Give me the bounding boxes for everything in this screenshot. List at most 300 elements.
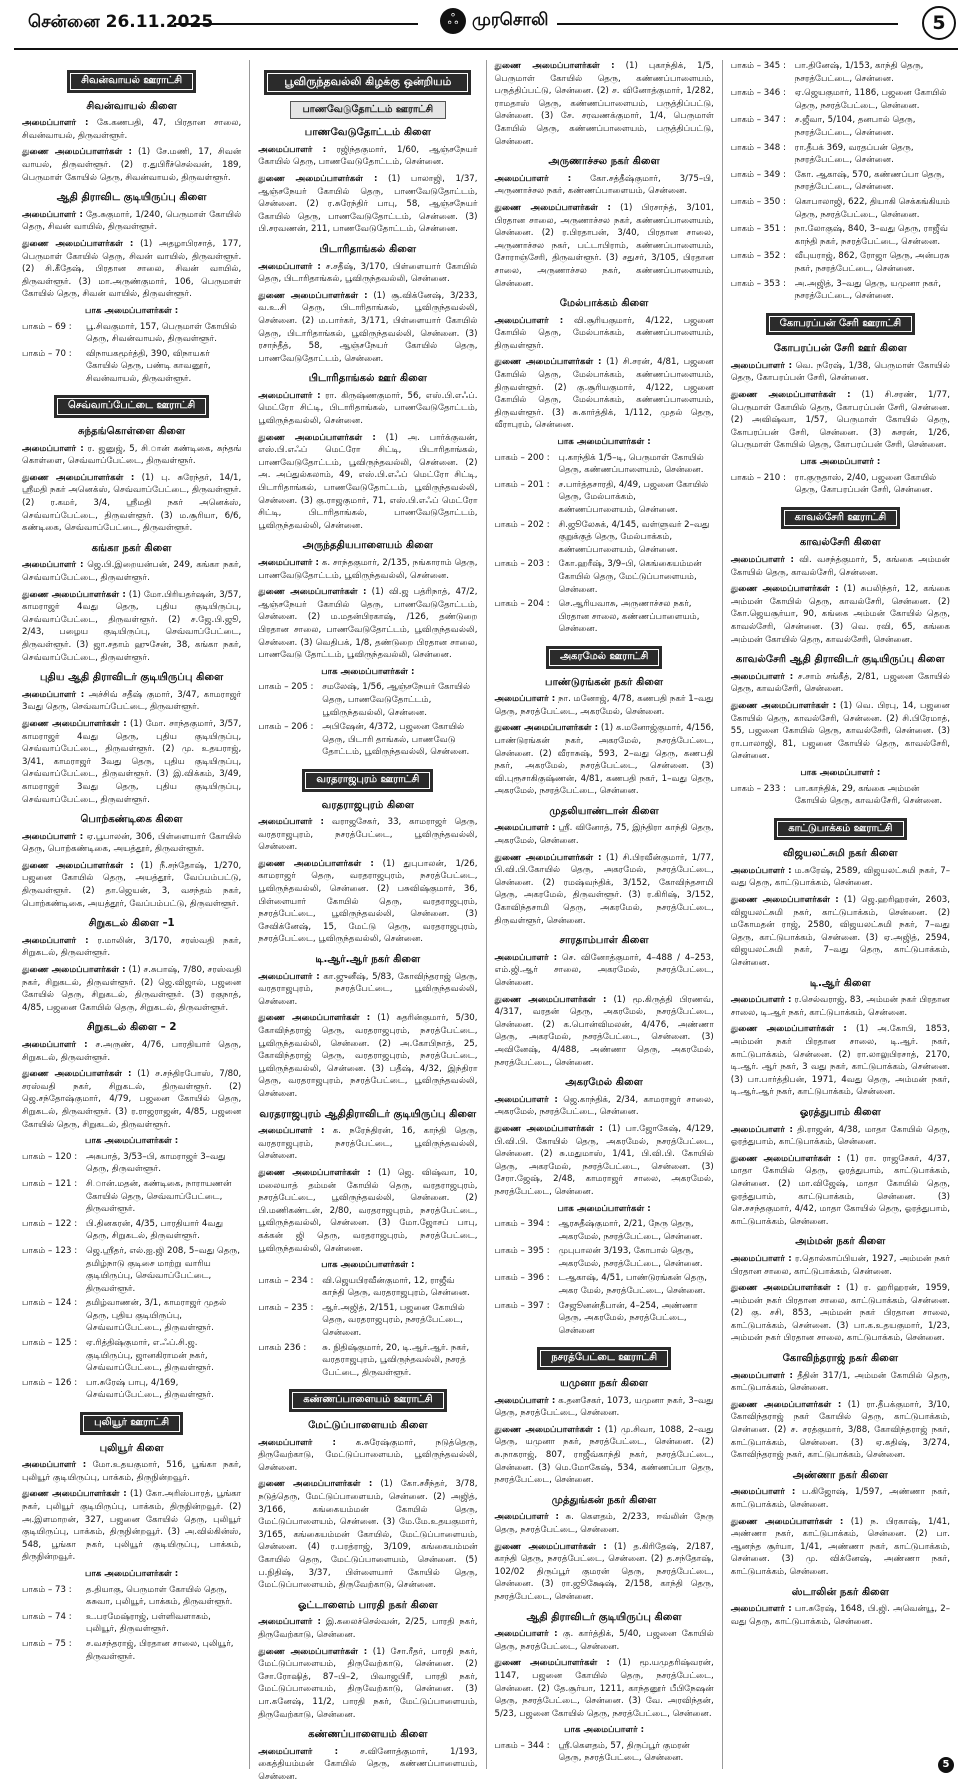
entry-text: ச.வினோத்குமார், 1/193, கைத்தியம்மன் கோயில் தெரு, கண்ணப்பாளையம், சென்னை. [258,1746,478,1782]
booth-list-heading: பாக அமைப்பாளர் : [800,457,881,468]
entry-text: இ.கலைச்செல்வன், 2/25, பாரதி நகர், திருவேற்காடு, சென்னை. [258,1617,478,1640]
branch-heading: சுந்தங்கொள்ளை கிளை [77,426,186,438]
appointment-entry [731,1399,950,1462]
entry-text: (1) ந. பிரகாஷ், 1/41, அண்ணா நகர், காட்டுபாக்கம், சென்னை. (2) பா. ஆனந்த சூர்யா, 1/41, அண்ணா நகர், காட்டுபாக்கம், சென்னை. (3) மு. விக்னேஷ், அண்ணா நகர், காட்டுபாக்கம், சென்னை. [730,1516,950,1577]
entry-text: (1) அ. பார்க்குவன், எஸ்.பி.எஃப் மெட்ரோ சிட்டி, பிடாரிதாங்கல், பாணவேடுதோட்டம், பூவிருந்தவல்லி, சென்னை. (2) அ. அப்துல்கலாம், 49, எஸ்.பி.எஃப் மெட்ரோ சிட்டி, பிடாரிதாங்கல், பாணவேடுதோட்டம், பூவிருந்தவல்லி, சென்னை. (3) கு.ராஜகுமார், 71, எஸ்.பி.எஃப் மெட்ரோ சிட்டி, பிடாரிதாங்கல், பாணவேடுதோட்டம், பூவிருந்தவல்லி, சென்னை. [258,432,478,531]
role-label: அமைப்பாளர் : [494,823,556,834]
entry-text: க. சாந்தகுமார், 2/135, நங்காராம் தெரு, பாணவேடுதோட்டம், பூவிருந்தவல்லி, சென்னை. [258,558,478,581]
role-label: அமைப்பாளர் : [22,560,84,571]
role-label: துணை அமைப்பாளர்கள் : [22,860,134,871]
booth-number: பாகம் – 346 : [730,88,786,99]
booth-number: பாகம் – 120 : [22,1151,78,1162]
booth-organiser: ஆரசுதீஷ்குமார், 2/21, நேரு தெரு, அகரமேல், நசரத்பேட்டை, சென்னை. [558,1219,703,1242]
booth-number: பாகம் – 349 : [730,169,786,180]
booth-number: பாகம் – 73 : [22,1584,72,1595]
section-heading [731,507,950,530]
masthead-logo [432,8,557,34]
section-heading [258,70,477,95]
appointment-entry [495,822,714,847]
entry-text: (1) பு. சுரேந்தர், 14/1, ஸ்ரீமதி நகர் அனெக்ஸ், செவ்வாப்பேட்டை, திருவள்ளூர். (2) ர.கமர், 3/4, ஸ்ரீமதி நகர் அனெக்ஸ், செவ்வாப்பேட்டை, திருவள்ளூர். (3) ம.சூரியா, 6/6, கண்டிகை, செவ்வாப்பேட்டை, திருவள்ளூர். [22,472,242,534]
appointment-entry [495,1657,714,1720]
role-label: அமைப்பாளர் : [730,1370,793,1381]
appointment-entry [495,693,714,718]
entry-text: (1) சுபலிந்தர், 12, கங்கை அம்மன் கோயில் தெரு, காவல்சேரி, சென்னை. (2) கோ.ஜெயசூர்யா, 90, கங்கை அம்மன் கோயில் தெரு, காவல்சேரி, சென்னை. (3) வெ. ரவி, 65, கங்கை அம்மன் கோயில் தெரு, காவல்சேரி, சென்னை. [730,584,950,645]
masthead-rule-right [554,23,898,25]
appointment-entry [731,1486,950,1511]
appointment-entry [731,671,950,696]
branch-heading: சிறுகடல் கிளை –1 [88,918,175,930]
entry-text: (1) கோ.சசீந்தர், 3/78, நடுத்தெரு, மேட்டுப்பாளையம், சென்னை. (2) அஜித், 3/166, கங்கையம்மன் கோயில் தெரு, மேட்டுப்பாளையம், சென்னை. (3) மே.மே.உதயகுமார், 3/165, கங்கையம்மன் கோயில், மேட்டுப்பாளையம், சென்னை. (4) ர.பரத்ராஜ், 3/109, கங்கையம்மன் கோயில் தெரு, மேட்டுப்பாளையம், சென்னை. (5) ப.நிதிஷ், 3/37, பிள்ளையார் கோயில் தெரு, மேட்டுப்பாளையம், திருவேற்காடு, சென்னை. [258,1479,478,1591]
branch-heading: பாணவேடுதோட்டம் கிளை [304,127,432,139]
entry-text: (1) ரா. ராஜசேகர், 4/37, மாதா கோயில் தெரு, ஓரத்துபாம், காட்டுபாக்கம், சென்னை. (2) மா.விஜேஷ், மாதா கோயில் தெரு, ஓரத்துபாம், காட்டுபாக்கம், சென்னை. (3) செ.சசந்தகுமார், 4/42, மாதா கோயில் தெரு, ஓரத்துபாம், காட்டுபாக்கம், சென்னை. [730,1153,951,1227]
booth-organiser: பா.காந்திக், 29, கங்கை அம்மன் கோயில் தெரு, காவல்சேரி, சென்னை. [794,783,943,807]
booth-organiser: சி.ான்.மதன், கண்டிகை, நாராயணன் கோயில் தெரு, செவ்வாப்பேட்டை, திருவள்ளூர். [86,1178,232,1215]
booth-row [22,1638,241,1663]
entry-text: ஏ.பூபாலன், 306, பிள்ளையார் கோயில் தெரு, பொற்கண்டிகை, அயத்தூர், திருவள்ளூர். [22,831,242,855]
role-label: அமைப்பாளர் : [22,209,83,220]
entry-text: (1) ச.சுபாஷ், 7/80, சரஸ்வதி நகர், சிறுகடல், திருவள்ளூர். (2) ஜெ.விஜால், பஜனை கோயில் தெரு, சிறுகடல், திருவள்ளூர். (3) ரகுநாத், 4/85, பஜனை கோயில் தெரு, சிறுகடல், திருவள்ளூர். [22,965,242,1013]
section-heading-text: வரதராஜபுரம் ஊராட்சி [302,769,433,792]
booth-number: பாகம் – 351 : [730,224,786,235]
booth-organiser: அசுபாத், 3/53–பி, காமராஜர் 3–வது தெரு, திருவள்ளூர். [86,1151,226,1175]
appointment-entry [495,994,714,1070]
booth-organiser: பா.தினேஷ், 1/153, காந்தி தெரு, நசரத்பேட்டை, சென்னை. [794,61,924,84]
section-heading [258,769,477,792]
appointment-entry [22,860,241,910]
appointment-entry [495,1424,714,1487]
booth-row [495,1300,714,1338]
booth-row [258,1302,477,1340]
entry-text: தி.ராஜன், 4/38, மாதா கோயில் தெரு, ஓரத்துபாம், காட்டுபாக்கம், சென்னை. [730,1124,950,1148]
appointment-entry [495,356,714,432]
branch-heading: அகரமேல் கிளை [565,1077,643,1089]
booth-row [22,1297,241,1335]
booth-number: பாகம் – 345 : [730,61,786,71]
appointment-entry [22,689,241,714]
entry-text: (1) மோ. சாந்தகுமார், 3/57, காமராஜர் 4வது தெரு, புதிய குடியிருப்பு, செவ்வாப்பேட்டை, திருவள்ளூர். (2) மு. உதயராஜ், 3/41, காமராஜர் 3வது தெரு, புதிய குடியிருப்பு, செவ்வாப்பேட்டை, திருவள்ளூர். (3) இ.விக்கம், 3/49, காமராஜர் 3வது தெரு, புதிய குடியிருப்பு, செவ்வாப்பேட்டை, திருவள்ளூர். [22,718,242,805]
booth-row [22,1611,241,1636]
appointment-entry [258,816,477,854]
role-label: அமைப்பாளர் : [494,694,556,705]
appointment-entry [258,432,477,533]
booth-number: பாகம் – 203 : [494,559,550,570]
section-heading [731,313,950,336]
appointment-entry [22,589,241,665]
section-heading [22,70,241,93]
entry-text: ஜெ.காந்திக், 2/34, காமராஜர் சாலை, அகரமேல், நசரத்பேட்டை, சென்னை. [494,1094,714,1118]
branch-heading: ஆதி திராவிட குடியிருப்பு கிளை [56,192,207,204]
appointment-entry [731,360,950,385]
booth-organiser: பூ.சிவகுமார், 157, பெருமாள் கோயில் தெரு, சிவன்வாயல், திருவள்ளூர். [86,321,237,345]
booth-list-heading: பாக அமைப்பாளர்கள் : [557,437,651,448]
masthead [14,0,958,50]
appointment-entry [731,700,950,763]
booth-organiser: ரா.தீபக் 369, வரதப்பன் தெரு, நசரத்பேட்டை, சென்னை. [794,142,914,166]
entry-text: ப.கிஜோஷ், 1/597, அண்ணா நகர், காட்டுபாக்கம், சென்னை. [730,1487,950,1510]
role-label: அமைப்பாளர் : [494,1512,559,1523]
role-label: அமைப்பாளர் : [730,865,792,876]
booth-row [258,721,477,759]
booth-number: பாகம் – 394 : [494,1219,550,1230]
appointment-entry [731,389,950,452]
role-label: அமைப்பாளர் : [22,443,84,454]
role-label: துணை அமைப்பாளர்கள் : [22,718,127,729]
booth-row [22,1218,241,1243]
booth-row [495,452,714,477]
branch-heading: அருணாச்சல நகர் கிளை [548,156,660,168]
entry-text: (1) கோ.அரிஸ்பாரத், பூங்கா நகர், புலியூர் குடியிருப்பு, பாக்கம், திருநின்றவூர். (2) அ.இளமாறன், 327, பஜனை கோயில் தெரு, புலியூர் குடியிருப்பு, பாக்கம், திருநின்றவூர். (3) அ.வில்கின்ஸ், 548, பூங்கா நகர், புலியூர் குடியிருப்பு, பாக்கம், திருநின்றவூர். [22,1489,242,1563]
role-label: அமைப்பாளர் : [494,952,558,963]
branch-heading: கோபரப்பன் சேரி ஊர் கிளை [773,343,907,355]
role-label: அமைப்பாளர் : [730,1604,792,1615]
entry-text: வி.சூரியகுமார், 4/122, பஜனை கோயில் தெரு, மேல்பாக்கம், கண்ணப்பாளையம், திருவள்ளூர். [494,315,714,351]
section-heading [495,646,714,669]
entry-text: (1) மூ.யமுதரிஷ்வரன், 1147, பஜனை கோயில் தெரு, நசரத்பேட்டை, சென்னை. (2) தே.சூர்யா, 1211, காந்தனூர் பீபிநேஷன் தெரு, நசரத்பேட்டை, சென்னை. (3) வே. அரவிந்தன், 5/23, பஜனை கோயில் தெரு, நசரத்பேட்டை, சென்னை. [494,1658,714,1719]
booth-organiser: சேஜூனன்தீபான், 4–254, அண்ணா தெரு, அகரமேல், நசரத்பேட்டை, சென்னை [558,1300,698,1336]
appointment-entry [22,209,241,234]
branch-heading: ஸ்டாலின் நகர் கிளை [791,1586,890,1598]
role-label: துணை அமைப்பாளர்கள் : [258,290,368,301]
booth-row [258,681,477,719]
appointment-entry [22,718,241,806]
section-heading-text: கோபரப்பன் சேரி ஊராட்சி [766,313,915,336]
entry-text: க. நரேந்திரன், 16, காந்தி தெரு, வரதராஜபுரம், நசரத்பேட்டை, பூவிருந்தவல்லி, சென்னை. [258,1126,478,1162]
role-label: துணை அமைப்பாளர்கள் : [22,589,126,600]
role-label: துணை அமைப்பாளர்கள் : [494,1123,603,1134]
role-label: துணை அமைப்பாளர்கள் : [494,994,607,1005]
role-label: துணை அமைப்பாளர்கள் : [730,1153,841,1164]
role-label: அமைப்பாளர் : [258,817,324,828]
booth-row [22,1245,241,1295]
column-1 [14,60,250,1769]
appointment-entry [22,831,241,856]
page-number-badge: 5 [922,6,956,40]
entry-text: (1) பாலாஜி, 1/37, ஆஞ்சநேயர் கோயில் தெரு, பாணவேடுதோட்டம், சென்னை. (2) ர.சுரேந்திர் பாபு, 58, ஆஞ்சநேயர் கோயில் தெரு, பாணவேடுதோட்டம், சென்னை. (3) பி.சரவணன், 211, பாணவேடுதோட்டம், சென்னை. [258,173,478,235]
appointment-entry [258,1478,477,1591]
appointment-entry [731,1023,950,1099]
booth-organiser: தமிழ்வாணன், 3/1, காமராஜர் முதல் தெரு, புதிய குடியிருப்பு, செவ்வாப்பேட்டை, திருவள்ளூர். [86,1298,227,1334]
entry-text: கா.ஜுனீஷ், 5/83, கோவிந்தராஜ் தெரு, வரதராஜபுரம், நசரத்பேட்டை, பூவிருந்தவல்லி, சென்னை. [258,971,478,1007]
appointment-entry [258,1167,477,1255]
branch-heading: அண்ணா நகர் கிளை [792,1469,888,1481]
booth-number: பாகம் – 126 : [22,1377,78,1388]
booth-organiser: ச.வசந்தராஜ், பிரதான சாலை, புலியூர், திருவள்ளூர். [86,1638,234,1662]
role-label: துணை அமைப்பாளர்கள் : [494,723,599,734]
booth-row [731,169,950,194]
booth-row [495,1272,714,1297]
role-label: அமைப்பாளர் : [258,144,327,155]
role-label: அமைப்பாளர் : [22,1460,87,1471]
section-heading-text: சிவன்வாயல் ஊராட்சி [67,70,196,93]
booth-number: பாகம் – 121 : [22,1178,78,1189]
booth-row [495,1245,714,1270]
entry-text: ச.சாம் சங்கீத், 2/81, பஜனை கோயில் தெரு, காவல்சேரி, சென்னை. [730,671,950,695]
entry-text: (1) ரா.தீபக்குமார், 3/10, கோவிந்தராஜ் நகர் கோயில் தெரு, காட்டுபாக்கம், சென்னை. (2) ச. சரத்குமார், 3/88, கோவிந்தராஜ் நகர், காட்டுபாக்கம், சென்னை. (3) ஏ.கதிஷ், 3/274, கோவிந்தராஜ் நகர், காட்டுபாக்கம், சென்னை. [730,1399,950,1461]
booth-number: பாகம் – 348 : [730,142,786,153]
role-label: துணை அமைப்பாளர்கள் : [258,1646,368,1657]
branch-heading: வரதராஜபுரம் ஆதிதிராவிடர் குடியிருப்பு கிளை [259,1108,477,1120]
entry-text: (1) வி.ஜ பத்ரிநாத், 47/2, ஆஞ்சநேயர் கோயில் தெரு, பாணவேடுதோட்டம், சென்னை. (2) ம.மதன்பிரகாஷ், /126, தண்டுறை பிரதான சாலை, பாணவேடுதோட்டம், பூவிருந்தவல்லி, சென்னை. (3) வெதிபக், 1/8, தண்டுறை பிரதான சாலை, பாணவேடு தோட்டம், பூவிருந்தவல்லி, சென்னை. [258,587,478,661]
appointment-entry [22,1488,241,1564]
column-2 [250,60,486,1782]
entry-text: வி. வசந்த்குமார், 5, கங்கை அம்மன் கோயில் தெரு, காவல்சேரி, சென்னை. [730,555,951,578]
appointment-entry [495,1094,714,1119]
role-label: அமைப்பாளர் : [494,173,572,184]
role-label: அமைப்பாளர் : [258,558,319,568]
branch-heading: டி.ஆர் கிளை [809,977,871,989]
booth-organiser: சு. நிதிஷ்குமார், 20, டி.ஆர்.ஆர். நகர், வரதராஜபுரம், பூவிருந்தவல்லி, நசரத் பேட்டை, திருவள்ளூர். [322,1342,470,1378]
booth-organiser: ஏ.ஜெயகுமார், 1186, பஜனை கோயில் தெரு, நசரத்பேட்டை, சென்னை. [794,88,947,111]
booth-number: பாகம் – 397 : [494,1300,550,1311]
booth-organiser: ச.ஜீவா, 5/104, தனபால் தெரு, நசரத்பேட்டை, சென்னை. [794,115,916,138]
booth-row [731,196,950,221]
booth-list-heading: பாக அமைப்பாளர்கள் : [85,305,179,316]
entry-text: (1) சி.பிரவீன்குமார், 1/77, பி.வி.பி.கோயில் தெரு, அகரமேல், நசரத்பேட்டை, சென்னை. (2) ரமஷ்வந்திக், 3/152, கோவிந்தசாமி தெரு, அகரமேல், திருவள்ளூர். (3) ர.கிரிஷ், 3/152, கோவிந்தசாமி தெரு, அகரமேல், நசரத்பேட்டை, திருவள்ளூர், சென்னை. [494,852,714,926]
booth-number: பாகம் 236 : [258,1342,307,1353]
branch-heading: மேட்டுப்பாளையம் கிளை [308,1420,428,1432]
appointment-entry [495,1395,714,1420]
booth-organiser: ச.பார்த்தசாரதி, 4/49, பஜனை கோயில் தெரு, மேல்பாக்கம், கண்ணப்பாளையம், சென்னை. [558,479,709,515]
appointment-entry [731,1153,950,1229]
booth-row [495,479,714,517]
booth-row [22,1337,241,1375]
branch-heading: வரதராஜபுரம் கிளை [321,799,415,811]
appointment-entry [22,935,241,960]
column-4 [723,60,958,1769]
booth-organiser: அ.அஜித், 3–வது தெரு, யமுனா நகர், நசரத்பேட்டை, சென்னை. [794,278,941,302]
booth-row [22,1584,241,1609]
appointment-entry [22,238,241,301]
role-label: துணை அமைப்பாளர்கள் : [730,700,837,711]
entry-text: (1) மு.சிவா, 1088, 2–வது தெரு, யமுனா நகர், நசரத்பேட்டை, சென்னை. (2) சு.நாகராஜ், 807, ராஜீவ்காந்தி நகர், நசரத்பேட்டை, சென்னை. (3) மெ.மோகேஷ், 534, கண்ணப்பா தெரு, நசரத்பேட்டை, சென்னை. [494,1424,714,1486]
entry-text: சு. கௌதம், 2/233, ஈவ்லின் நேரு தெரு, நசரத்பேட்டை, சென்னை. [494,1512,714,1535]
section-heading [22,395,241,418]
role-label: அமைப்பாளர் : [494,1395,556,1406]
booth-organiser: கொபாலாஜி, 622, தியாகி செக்கங்கியம் தெரு, நசரத்பேட்டை, சென்னை. [794,196,950,220]
section-heading-text: காட்டுபாக்கம் ஊராட்சி [774,818,906,841]
booth-number: பாகம் – 204 : [494,599,550,610]
role-label: அமைப்பாளர் : [730,360,793,371]
role-label: துணை அமைப்பாளர்கள் : [494,852,602,863]
section-heading-text: புலியூர் ஊராட்சி [80,1412,183,1435]
branch-heading: ஆதி திராவிடர் குடியிருப்பு கிளை [526,1611,682,1623]
appointment-entry [258,173,477,236]
appointment-entry [258,290,477,366]
appointment-entry [731,865,950,890]
role-label: அமைப்பாளர் : [22,935,89,946]
section-heading-text: பூவிருந்தவல்லி கிழக்கு ஒன்றியம் [264,70,471,95]
entry-text: க.தனசேகர், 1073, யமுனா நகர், 3–வது தெரு, நசரத்பேட்டை, சென்னை. [494,1395,714,1419]
entry-text: ர.செல்வராஜ், 83, அம்மன் நகர் பிரதான சாலை, டி.ஆர் நகர், காட்டுபாக்கம், சென்னை. [730,995,950,1018]
booth-organiser: உ.பரமேஷ்ராஜ், பள்ளிவளாகம், புலியூர், திருவள்ளூர். [86,1611,211,1635]
booth-organiser: அபிஷேன், 4/372, பஜனை கோயில் தெரு, பிடாரி தாங்கல், பாணவேடு தோட்டம், பூவிருந்தவல்லி, சென்னை. [322,722,470,758]
branch-heading: பொற்கண்டிகை கிளை [80,814,183,826]
booth-organiser: நா.லோகுஷ், 840, 3–வது தெரு, ராஜீவ் காந்தி நகர், நசரத்பேட்டை, சென்னை. [794,224,948,247]
booth-row [731,783,950,808]
branch-heading: அம்மன் நகர் கிளை [795,1236,886,1248]
entry-text: ரா. கிருஷ்ணகுமார், 56, எஸ்.பி.எஃப். மெட்ரோ சிட்டி, பிடாரிதாங்கல், பாணவேடுதோட்டம், பூவிருந்தவல்லி, சென்னை. [258,390,478,427]
entry-text: கோ.சத்தீஷ்குமார், 3/75–பி, அருணாச்சல நகர், கண்ணப்பாளையம், சென்னை. [494,173,714,197]
role-label: துணை அமைப்பாளர்கள் : [22,472,135,483]
booth-number: பாகம் – 395 : [494,1246,550,1257]
booth-organiser: சி.ஜூலேசுக், 4/145, வள்ளுவர் 2–வது குறுக்குத் தெரு, மேல்பாக்கம், கண்ணப்பாளையம், சென்னை. [558,519,710,555]
appointment-entry [22,117,241,142]
booth-number: பாகம் – 123 : [22,1245,78,1256]
booth-row [495,1218,714,1243]
booth-row [22,1377,241,1402]
appointment-entry [731,894,950,970]
entry-text: (1) புகாந்திக், 1/5, பெருமாள் கோயில் தெரு, கண்ணப்பாளையம், பருத்திப்பட்டு, சென்னை. (2) ச. வினோத்குமார், 1/282, ராமதாஸ் தெரு, கண்ணப்பாளையம், பருத்திப்பட்டு, சென்னை. (3) சே. சரவணக்குமார், 1/4, பெருமாள் கோயில் தெரு, கண்ணப்பாளையம், பருத்திப்பட்டு, சென்னை. [494,61,714,147]
role-label: துணை அமைப்பாளர்கள் : [258,173,378,184]
entry-text: (1) மூ.கிருத்தி பிரணவ், 4/317, வரதன் தெரு, அகரமேல், நசரத்பேட்டை, சென்னை. (2) க.பொன்விமலன், 4/476, அண்ணா தெரு, அகரமேல், நசரத்பேட்டை, சென்னை. (3) அவினேஷ், 4/488, அண்ணா தெரு, அகரமேல், நசரத்பேட்டை, சென்னை. [494,994,714,1068]
booth-number: பாகம் – 235 : [258,1302,314,1313]
branch-heading: சிறுகடல் கிளை – 2 [86,1022,177,1034]
appointment-entry [495,202,714,290]
role-label: துணை அமைப்பாளர்கள் : [22,238,134,249]
entry-text: (1) நீ.சந்தோஷ், 1/270, பஜனை கோயில் தெரு, அயத்தூர், வேப்பம்பட்டு, திருவள்ளூர். (2) தா.ஜெயன், 3, வசந்தம் நகர், பொற்கண்டிகை, அயத்தூர், வேப்பம்பட்டு, திருவள்ளூர். [22,860,242,909]
branch-heading: ஓட்டாளைம் பாரதி நகர் கிளை [297,1599,438,1611]
appointment-entry [22,1459,241,1484]
appointment-entry [495,315,714,353]
booth-list-heading: பாக அமைப்பாளர்கள் : [321,666,415,677]
booth-number: பாகம் – 70 : [22,348,72,359]
newspaper-name: முரசொலி [472,10,549,30]
appointment-entry [731,1516,950,1579]
entry-text: செ. வினோத்குமார், 4–488 / 4–253, எம்.ஜி.ஆர் சாலை, அகரமேல், நசரத்பேட்டை, சென்னை. [494,952,714,988]
role-label: அமைப்பாளர் : [258,1746,339,1757]
booth-number: பாகம் – 350 : [730,196,786,207]
entry-text: அச்சிவ் சதீஷ் குமார், 3/47, காமராஜர் 3வது தெரு, செவ்வாப்பேட்டை, திருவள்ளூர். [22,689,242,713]
entry-text: (1) சோ.ரீதர், பாரதி நகர், மேட்டுப்பாளையம், திருவேற்காடு, சென்னை. (2) சோ.ரோஷித், 87–பி–2, பிவாஜபிரீ, பாரதி நகர், மேட்டுப்பாளையம், திருவேற்காடு, சென்னை. (3) பா.கனேஷ், 11/2, பாரதி நகர், மேட்டுப்பாளையம், திருவேற்காடு, சென்னை. [258,1646,478,1720]
entry-text: வராஜசேகர், 33, காமராஜர் தெரு, வரதராஜபுரம், நசரத்பேட்டை, பூவிருந்தவல்லி, சென்னை. [258,817,478,853]
entry-text: (1) பிரசாந்த், 3/101, பிரதான சாலை, அருணாச்சல நகர், கண்ணப்பாளையம், சென்னை. (2) ர.பிரதாபன், 3/40, பிரதான சாலை, அருணாச்சல நகர், பட்டாபிராம், கண்ணப்பாளையம், சோராஞ்சேரி, திருவள்ளூர். (3) சதுசர், 3/105, பிரதான சாலை, அருணாச்சல நகர், கண்ணப்பாளையம், சென்னை. [494,202,714,289]
appointment-entry [731,554,950,579]
entry-text: வெ. நரேஷ், 1/38, பெருமாள் கோயில் தெரு, கோபரப்பன் சேரி, சென்னை. [730,360,950,384]
branch-heading: சாரதாம்பாள் கிளை [559,935,649,947]
booth-number: பாகம் – 74 : [22,1611,72,1622]
entry-text: தீதின் 317/1, அம்மன் கோயில் தெரு, காட்டுபாக்கம், சென்னை. [730,1370,950,1394]
column-3 [487,60,723,1769]
appointment-entry [495,1541,714,1604]
branch-heading: கண்ணப்பாளையம் கிளை [308,1729,428,1741]
section-heading [731,818,950,841]
appointment-entry [495,952,714,990]
role-label: துணை அமைப்பாளர்கள் : [22,1069,132,1080]
appointment-entry [258,144,477,169]
booth-number: பாகம் – 352 : [730,251,786,262]
section-heading [495,1347,714,1370]
booth-list-heading: பாக அமைப்பாளர்கள் : [557,1203,651,1214]
booth-organiser: கோ. ஆகாஷ், 570, கண்ணப்பா தெரு, நசரத்பேட்டை, சென்னை. [794,169,945,193]
role-label: துணை அமைப்பாளர்கள் : [258,1167,371,1178]
appointment-entry [22,1068,241,1131]
booth-number: பாகம் – 347 : [730,115,786,126]
booth-row [731,250,950,275]
appointment-entry [495,1123,714,1199]
booth-number: பாகம் – 353 : [730,278,786,289]
booth-number: பாகம் – 75 : [22,1638,72,1649]
masthead-date: சென்னை 26.11.2025 [28,12,214,32]
branch-heading: கங்கா நகர் கிளை [91,542,172,554]
role-label: துணை அமைப்பாளர்கள் : [494,61,615,71]
booth-number: பாகம் – 233 : [730,783,786,794]
role-label: அமைப்பாளர் : [22,689,85,700]
booth-row [258,1342,477,1380]
role-label: துணை அமைப்பாளர்கள் : [258,432,376,443]
appointment-entry [22,443,241,468]
section-heading-text: அகரமேல் ஊராட்சி [546,646,662,669]
role-label: அமைப்பாளர் : [22,1040,88,1050]
branch-heading: பாண்டுரங்கன் நகர் கிளை [545,676,664,688]
role-label: துணை அமைப்பாளர்கள் : [730,895,839,906]
booth-organiser: ஜெ.ஸ்ரீதர், எல்.ஐ.ஜி 208, 5–வது தெரு, தமிழ்நாடு குடிசை மாற்று வாரிய குடியிருப்பு, செவ்வாப்பேட்டை, திருவள்ளூர். [86,1245,241,1294]
booth-row [22,348,241,386]
appointment-entry [731,994,950,1019]
appointment-entry [495,1511,714,1536]
booth-organiser: த.தியாகு, பெருமாள் கோயில் தெரு, கசுவா, புலியூர், பாக்கம், திருவள்ளூர். [86,1584,233,1608]
subsection-heading [258,101,477,120]
branch-heading: புதிய ஆதி திராவிடர் குடியிருப்பு கிளை [39,672,224,684]
entry-text: ச.அருண், 4/76, பாரதியார் தெரு, சிறுகடல், திருவள்ளூர். [22,1040,242,1063]
appointment-entry [258,1437,477,1475]
booth-number: பாகம் – 201 : [494,479,550,490]
entry-text: (1) சுதரின்குமார், 5/30, கோவிந்தராஜ் தெரு, வரதராஜபுரம், நசரத்பேட்டை, பூவிருந்தவல்லி, சென்னை. (2) அ.கோபிநாத், 25, கோவிந்தராஜ் தெரு, வரதராஜபுரம், நசரத்பேட்டை, பூவிருந்தவல்லி, சென்னை. (3) பதீஷ், 4/32, இந்திரா தெரு, வரதராஜபுரம், நசரத்பேட்டை, பூவிருந்தவல்லி, சென்னை. [258,1013,478,1099]
appointment-entry [258,1616,477,1641]
role-label: அமைப்பாளர் : [258,261,321,272]
booth-organiser: சமலேஷ், 1/56, ஆஞ்சநேயர் கோயில் தெரு, பாணவேடுதோட்டம், பூவிருந்தவல்லி, சென்னை. [322,682,471,718]
appointment-entry [22,964,241,1014]
booth-row [258,1275,477,1300]
booth-row [731,472,950,497]
appointment-entry [258,858,477,946]
entry-text: (1) அதழாபிரசாத், 177, பெருமாள் கோயில் தெரு, சிவன் வாயில், திருவள்ளூர். (2) சி.கீதேஷ், பிரதான சாலை, சிவன் வாயில், திருவள்ளூர். (3) மா.அருண்குமார், 106, பெருமாள் கோயில் தெரு, சிவன் வாயில், திருவள்ளூர். [22,238,242,300]
entry-text: (1) பா.ஜோகேஷ், 4/129, பி.வி.பி. கோயில் தெரு, அகரமேல், நசரத்பேட்டை, சென்னை. (2) சு.மதுமாஸ், 1/41, பி.வி.பி. கோயில் தெரு, அகரமேல், நசரத்பேட்டை, சென்னை. (3) சேரா.ஜேஷ், 2/48, காமராஜர் சாலை, அகரமேல், நசரத்பேட்டை, சென்னை. [494,1123,714,1197]
role-label: துணை அமைப்பாளர்கள் : [22,147,132,158]
role-label: துணை அமைப்பாளர்கள் : [494,357,602,368]
section-heading-text: செவ்வாப்பேட்டை ஊராட்சி [54,395,209,418]
page-columns [14,60,958,1782]
entry-text: கு. கார்த்திக், 5/40, பஜனை கோயில் தெரு, நசரத்பேட்டை, சென்னை. [494,1629,714,1652]
branch-heading: விஜயலட்சுமி நகர் கிளை [783,848,898,860]
appointment-entry [258,557,477,582]
entry-text: (1) சி.சரண், 1/77, பெருமாள் கோயில் தெரு, கோபரப்பன் சேரி, சென்னை. (2) அவிஷ்வா, 1/57, பெருமாள் கோயில் தெரு, கோபரப்பன் சேரி, சென்னை. (3) சுசரன், 1/26, பெருமாள் கோயில் தெரு, கோபரப்பன் சேரி, சென்னை. [730,390,950,451]
booth-list-heading: பாக அமைப்பாளர்கள் : [321,1260,415,1271]
booth-row [731,114,950,139]
booth-row [731,87,950,112]
booth-list-heading: பாக அமைப்பாளர்கள் : [85,1136,179,1147]
entry-text: (1) வெ. பிரபு, 14, பஜனை கோயில் தெரு, காவல்சேரி, சென்னை. (2) சி.பிரேமாத், 55, பஜனை கோயில் தெரு, காவல்சேரி, சென்னை. (3) ரா.பாலாஜி, 81, பஜனை கோயில் தெரு, காவல்சேரி, சென்னை. [730,700,950,762]
branch-heading: பிடாரிதாங்கல் கிளை [319,243,417,255]
appointment-entry [258,390,477,428]
booth-row [495,558,714,596]
appointment-entry [258,1012,477,1100]
booth-row [495,598,714,636]
appointment-entry [731,1124,950,1149]
role-label: அமைப்பாளர் : [730,1253,792,1264]
booth-number: பாகம் – 344 : [494,1740,550,1751]
appointment-entry [731,1603,950,1628]
appointment-entry [258,1125,477,1163]
appointment-entry [258,1746,477,1783]
entry-text: (1) க.மனோஜ்குமார், 4/156, பாண்டுரங்கன் நகர், அகரமேல், நசரத்பேட்டை, சென்னை. (2) வீராசுஷ், 593, 2–வது தெரு, கணபதி நகர், அகரமேல், நசரத்பேட்டை, சென்னை. (3) வி.புரூசாகிகுஷ்ணன், 4/81, கணபதி நகர், 1–வது தெரு, அகரமேல், நசரத்பேட்டை, சென்னை. [494,723,714,797]
rising-sun-emblem-icon: ஃ [440,8,466,34]
branch-heading: அருந்ததியபாளையம் கிளை [302,540,434,552]
booth-organiser: பு.காந்திக் 1/5–டி, பெருமாள் கோயில் தெரு, கண்ணப்பாளையம், சென்னை. [558,452,704,476]
booth-number: பாகம் – 202 : [494,519,550,530]
booth-number: பாகம் – 210 : [730,472,786,483]
booth-organiser: வீபுயராஜ், 862, ரோஜா தெரு, அன்பரசு நகர், நசரத்பேட்டை, சென்னை. [794,251,950,274]
appointment-entry [22,1039,241,1064]
